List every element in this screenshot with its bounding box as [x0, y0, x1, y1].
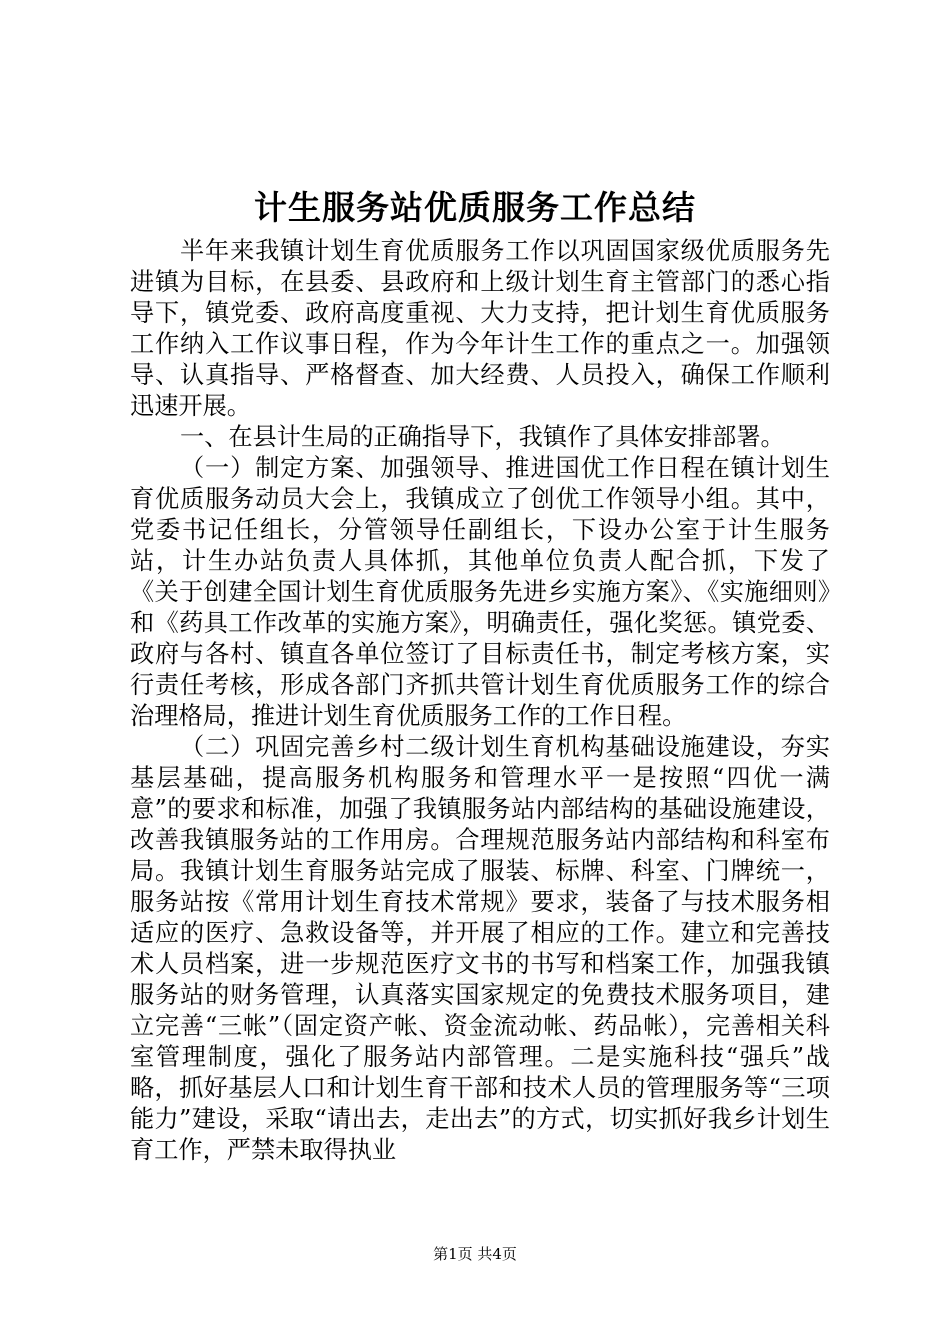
document-body	[130, 236, 830, 1166]
paragraph-intro: 半年来我镇计划生育优质服务工作以巩固国家级优质服务先进镇为目标，在县委、县政府和上级计划生育主管部门的悉心指导下，镇党委、政府高度重视、大力支持，把计划生育优质服务工作纳入工作议事日程，作为今年计生工作的重点之一。加强领导、认真指导、严格督查、加大经费、人员投入，确保工作顺利迅速开展。	[130, 237, 830, 420]
paragraph-section-1-2: （二）巩固完善乡村二级计划生育机构基础设施建设，夯实基层基础，提高服务机构服务和管理水平一是按照“四优一满意”的要求和标准，加强了我镇服务站内部结构的基础设施建设，改善我镇服务站的工作用房。合理规范服务站内部结构和科室布局。我镇计划生育服务站完成了服装、标牌、科室、门牌统一，服务站按《常用计划生育技术常规》要求，装备了与技术服务相适应的医疗、急救设备等，并开展了相应的工作。建立和完善技术人员档案，进一步规范医疗文书的书写和档案工作，加强我镇服务站的财务管理，认真落实国家规定的免费技术服务项目，建立完善“三帐”（固定资产帐、资金流动帐、药品帐），完善相关科室管理制度，强化了服务站内部管理。二是实施科技“强兵”战略，抓好基层人口和计划生育干部和技术人员的管理服务等“三项能力”建设，采取“请出去，走出去”的方式，切实抓好我乡计划生育工作，严禁未取得执业	[130, 733, 830, 1164]
document-title: 计生服务站优质服务工作总结	[254, 188, 696, 227]
section-heading-1: 一、在县计生局的正确指导下，我镇作了具体安排部署。	[180, 423, 785, 451]
page-footer: 第1页 共4页	[433, 1245, 517, 1263]
paragraph-section-1-1: （一）制定方案、加强领导、推进国优工作日程在镇计划生育优质服务动员大会上，我镇成立了创优工作领导小组。其中，党委书记任组长，分管领导任副组长，下设办公室于计生服务站，计生办站负责人具体抓，其他单位负责人配合抓，下发了《关于创建全国计划生育优质服务先进乡实施方案》、《实施细则》和《药具工作改革的实施方案》，明确责任，强化奖惩。镇党委、政府与各村、镇直各单位签订了目标责任书，制定考核方案，实行责任考核，形成各部门齐抓共管计划生育优质服务工作的综合治理格局，推进计划生育优质服务工作的工作日程。	[130, 454, 830, 730]
